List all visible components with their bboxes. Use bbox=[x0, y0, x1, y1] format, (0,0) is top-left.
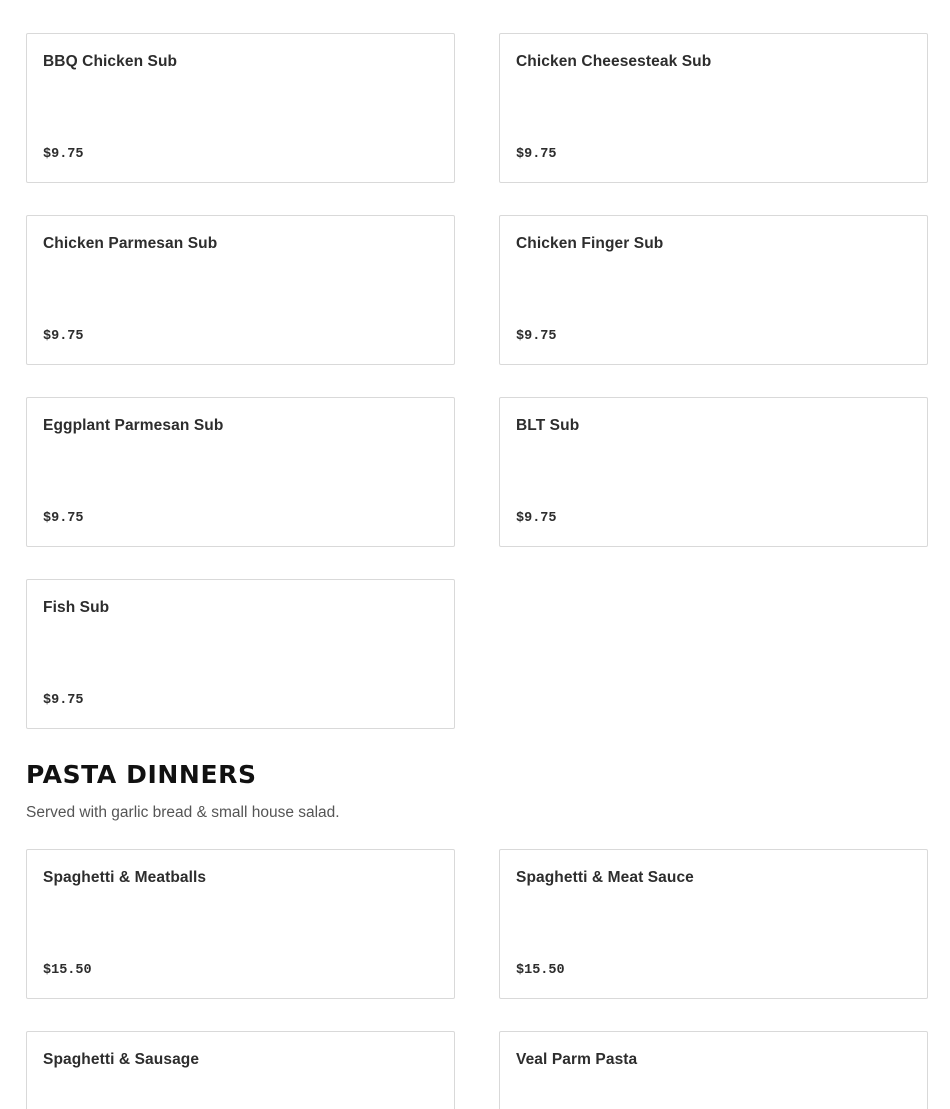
menu-item-name: BLT Sub bbox=[516, 417, 580, 434]
menu-item-price: $15.50 bbox=[516, 963, 565, 978]
menu-item-price: $9.75 bbox=[516, 511, 557, 526]
menu-item-name: Fish Sub bbox=[43, 599, 110, 616]
menu-item-name: Chicken Cheesesteak Sub bbox=[516, 53, 712, 70]
menu-item-card[interactable] bbox=[26, 33, 455, 183]
menu-item-price: $9.75 bbox=[43, 511, 84, 526]
section-description: Served with garlic bread & small house salad. bbox=[26, 804, 340, 821]
menu-item-price: $9.75 bbox=[43, 147, 84, 162]
menu-item-card[interactable] bbox=[499, 33, 928, 183]
menu-item-card[interactable] bbox=[26, 215, 455, 365]
menu-item-price: $9.75 bbox=[516, 147, 557, 162]
menu-item-card[interactable] bbox=[26, 397, 455, 547]
menu-item-name: Spaghetti & Sausage bbox=[43, 1051, 200, 1068]
menu-item-card[interactable] bbox=[26, 1031, 455, 1109]
menu-item-card[interactable] bbox=[499, 849, 928, 999]
menu-item-name: Veal Parm Pasta bbox=[516, 1051, 638, 1068]
menu-item-name: Eggplant Parmesan Sub bbox=[43, 417, 224, 434]
menu-item-name: Spaghetti & Meat Sauce bbox=[516, 869, 694, 886]
menu-item-card[interactable] bbox=[499, 397, 928, 547]
menu-item-card[interactable] bbox=[499, 1031, 928, 1109]
menu-item-price: $9.75 bbox=[516, 329, 557, 344]
menu-item-price: $9.75 bbox=[43, 329, 84, 344]
menu-item-name: Chicken Finger Sub bbox=[516, 235, 664, 252]
menu-item-card[interactable] bbox=[499, 215, 928, 365]
menu-item-price: $15.50 bbox=[43, 963, 92, 978]
menu-item-price: $9.75 bbox=[43, 693, 84, 708]
menu-item-card[interactable] bbox=[26, 849, 455, 999]
menu-item-name: Chicken Parmesan Sub bbox=[43, 235, 218, 252]
menu-item-name: BBQ Chicken Sub bbox=[43, 53, 178, 70]
section-title: PASTA DINNERS bbox=[26, 760, 257, 789]
menu-item-name: Spaghetti & Meatballs bbox=[43, 869, 207, 886]
menu-item-card[interactable] bbox=[26, 579, 455, 729]
